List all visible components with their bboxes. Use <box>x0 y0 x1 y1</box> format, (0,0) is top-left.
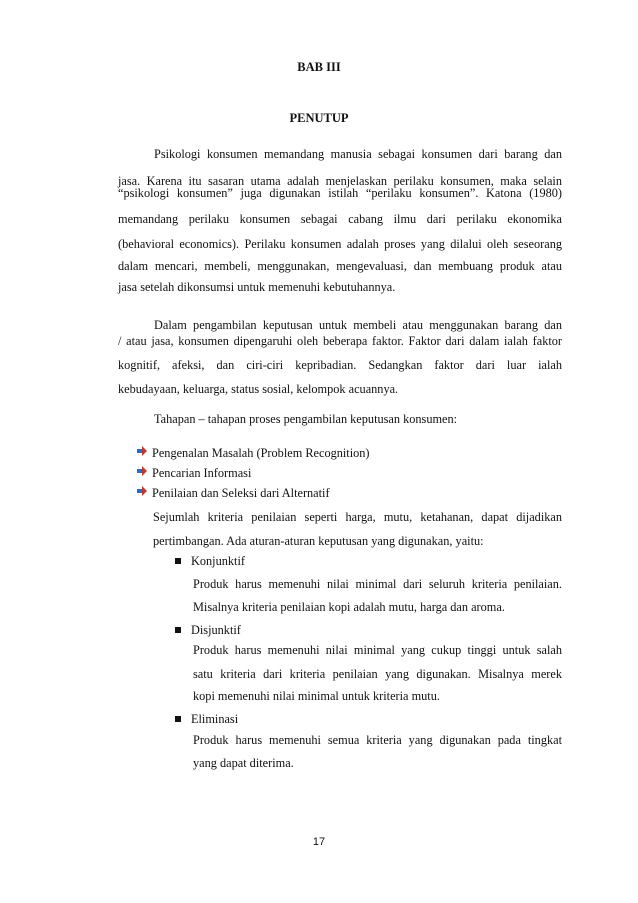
chapter-heading: BAB III <box>297 60 341 74</box>
rule-name: Eliminasi <box>191 712 239 726</box>
stage3-desc-line: pertimbangan. Ada aturan-aturan keputusan yang digunakan, yaitu: <box>153 534 484 548</box>
para1-line: jasa setelah dikonsumsi untuk memenuhi kebutuhannya. <box>118 280 396 294</box>
rule-item <box>175 622 241 638</box>
page-number: 17 <box>312 836 326 848</box>
para1-line: jasa. Karena itu sasaran utama adalah menjelaskan perilaku konsumen, maka selain <box>118 174 562 188</box>
stage-label: Pencarian Informasi <box>152 466 252 480</box>
rule-item <box>175 711 238 727</box>
rule-desc-line: Misalnya kriteria penilaian kopi adalah mutu, harga dan aroma. <box>193 600 505 614</box>
rule-item <box>175 553 245 569</box>
stage-item <box>136 465 251 481</box>
red-arrow-bullet-icon <box>136 485 152 501</box>
stage3-desc-line: Sejumlah kriteria penilaian seperti harga, mutu, ketahanan, dapat dijadikan <box>153 510 562 524</box>
stage-label: Penilaian dan Seleksi dari Alternatif <box>152 486 330 500</box>
red-arrow-bullet-icon <box>136 445 152 461</box>
para1-line: memandang perilaku konsumen sebagai cabang ilmu dari perilaku ekonomika <box>118 212 562 226</box>
square-bullet-icon <box>175 716 181 722</box>
red-arrow-bullet-icon <box>136 465 152 481</box>
rule-desc-line: satu kriteria dari kriteria penilaian yang digunakan. Misalnya merek <box>193 667 562 681</box>
stage-item <box>136 485 330 501</box>
para2-line: kebudayaan, keluarga, status sosial, kelompok acuannya. <box>118 382 399 396</box>
para1-line: Psikologi konsumen memandang manusia sebagai konsumen dari barang dan <box>154 147 562 161</box>
para2-line: kognitif, afeksi, dan ciri-ciri kepribadian. Sedangkan faktor dari luar ialah <box>118 358 562 372</box>
para1-line: (behavioral economics). Perilaku konsumen adalah proses yang dilalui oleh seseorang <box>118 237 562 251</box>
para2-line: / atau jasa, konsumen dipengaruhi oleh beberapa faktor. Faktor dari dalam ialah faktor <box>118 334 562 348</box>
rule-desc-line: Produk harus memenuhi nilai minimal dari seluruh kriteria penilaian. <box>193 577 562 591</box>
rule-name: Disjunktif <box>191 623 241 637</box>
rule-desc-line: Produk harus memenuhi semua kriteria yang digunakan pada tingkat <box>193 733 562 747</box>
rule-desc-line: yang dapat diterima. <box>193 756 294 770</box>
rule-desc-line: kopi memenuhi nilai minimal untuk kriteria mutu. <box>193 689 440 703</box>
chapter-title: PENUTUP <box>289 111 349 125</box>
square-bullet-icon <box>175 627 181 633</box>
rule-desc-line: Produk harus memenuhi nilai minimal yang cukup tinggi untuk salah <box>193 643 562 657</box>
square-bullet-icon <box>175 558 181 564</box>
para2-line: Dalam pengambilan keputusan untuk membeli atau menggunakan barang dan <box>154 318 562 332</box>
para1-line: “psikologi konsumen” juga digunakan istilah “perilaku konsumen”. Katona (1980) <box>118 186 562 200</box>
para3: Tahapan – tahapan proses pengambilan keputusan konsumen: <box>154 412 458 426</box>
stage-label: Pengenalan Masalah (Problem Recognition) <box>152 446 370 460</box>
para1-line: dalam mencari, membeli, menggunakan, mengevaluasi, dan membuang produk atau <box>118 259 562 273</box>
stage-item <box>136 445 370 461</box>
rule-name: Konjunktif <box>191 554 245 568</box>
